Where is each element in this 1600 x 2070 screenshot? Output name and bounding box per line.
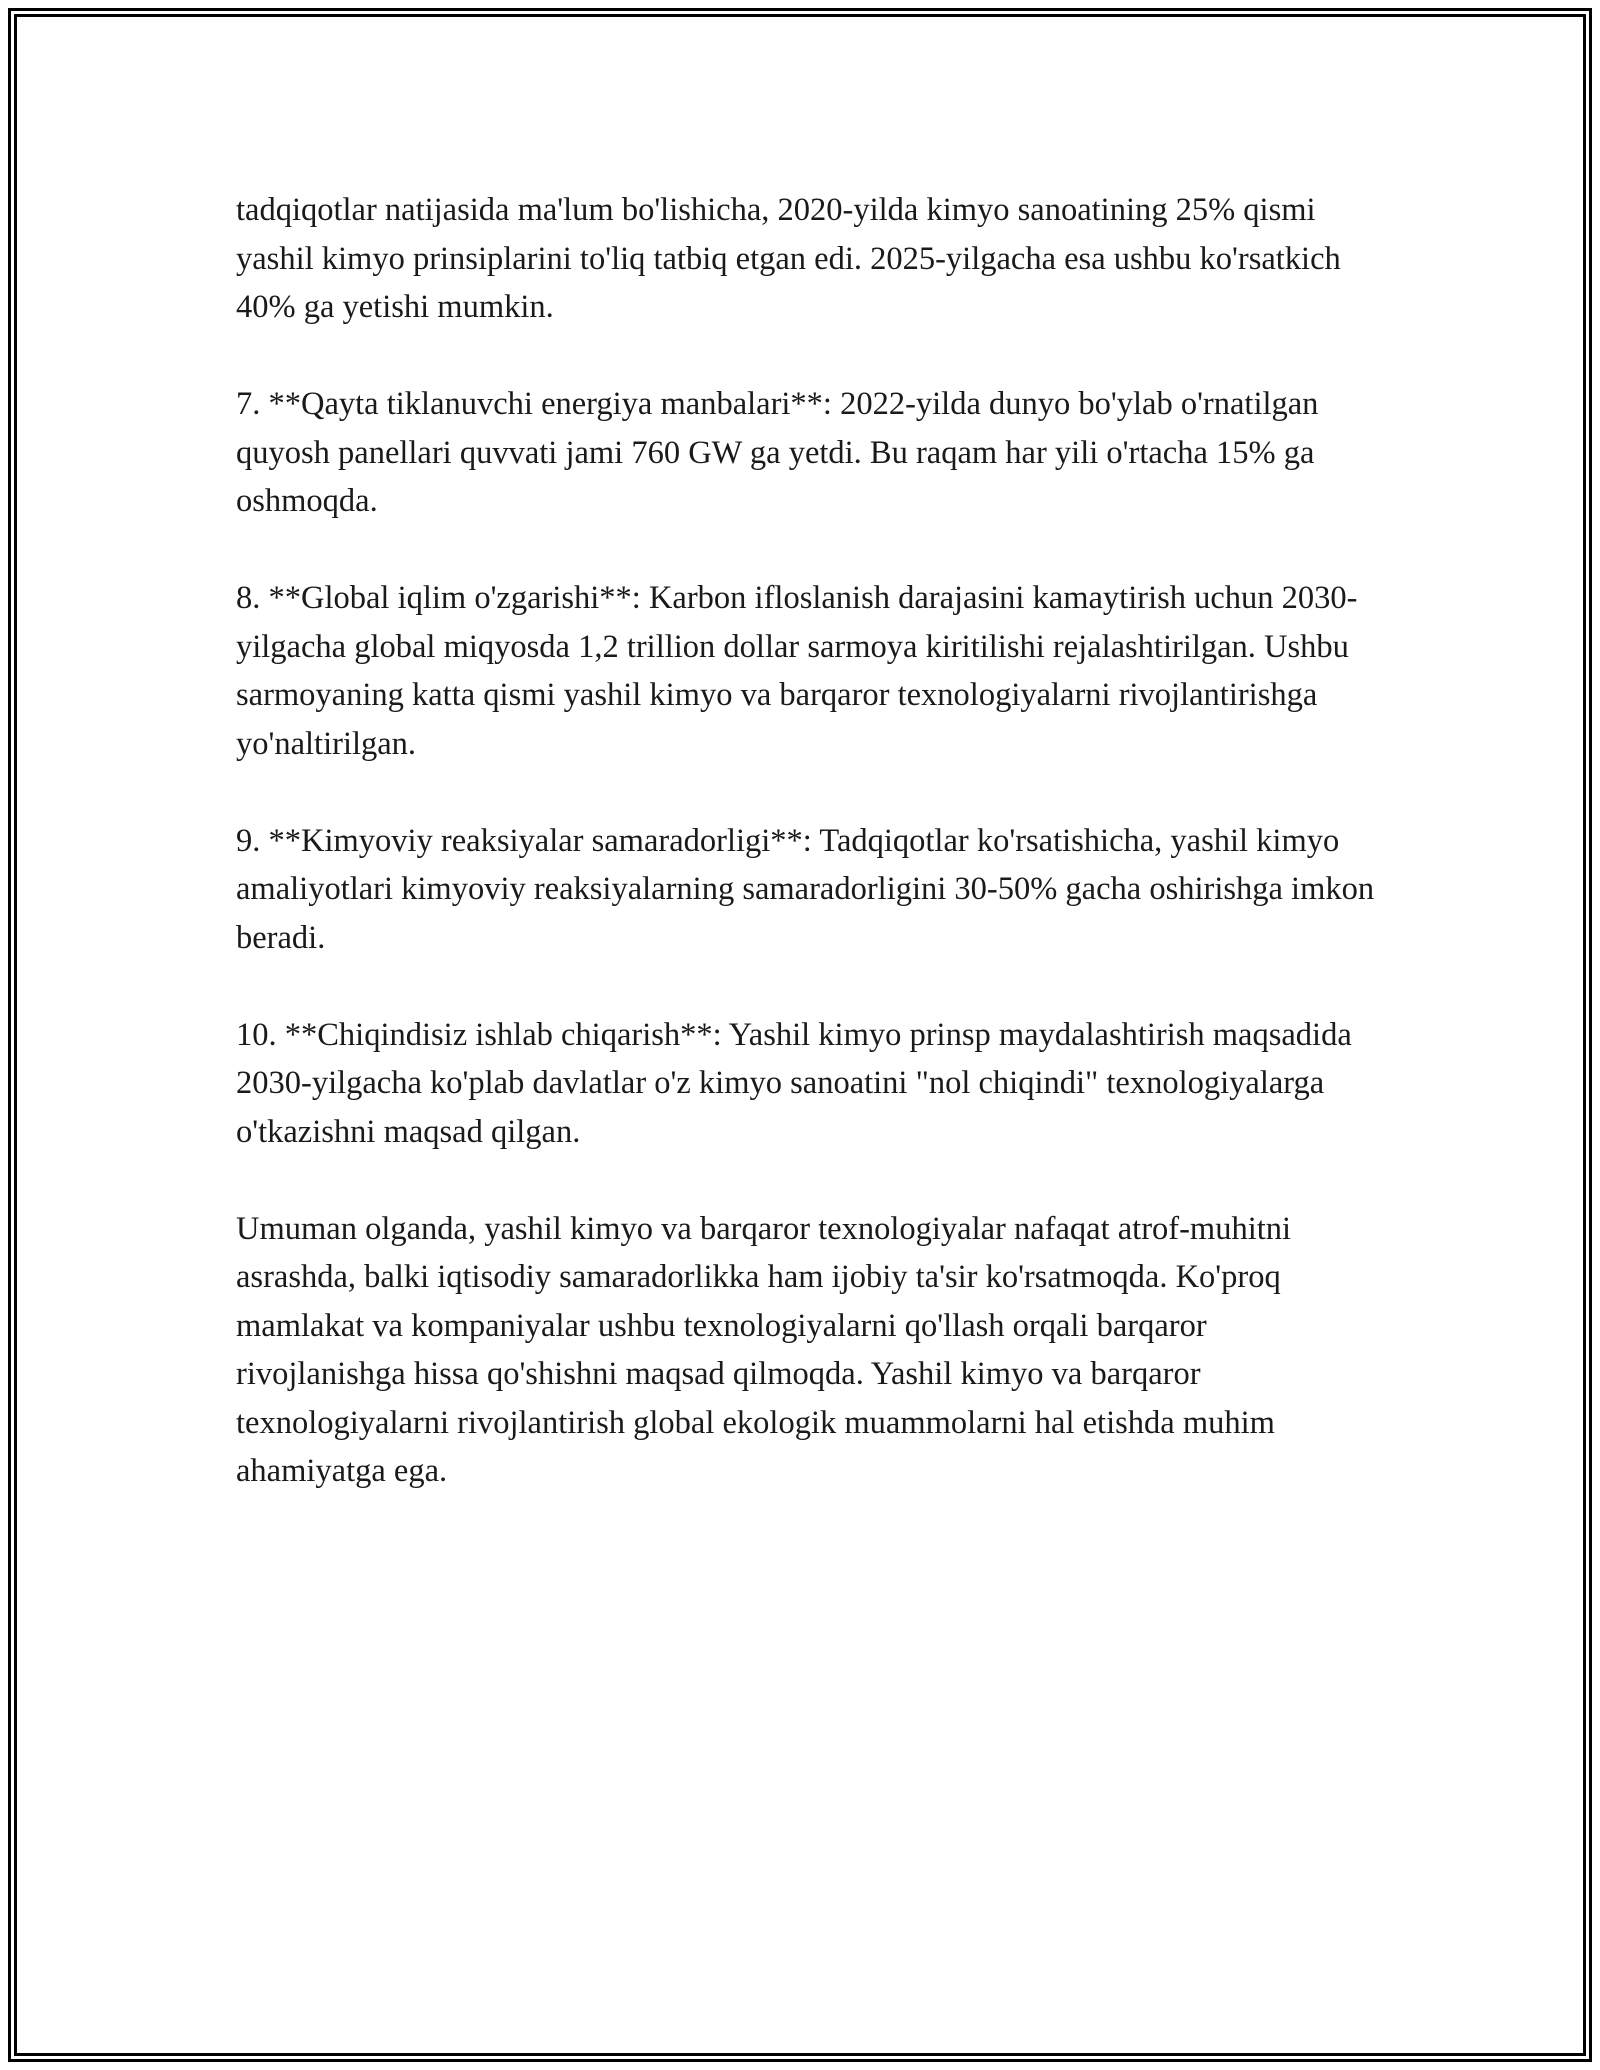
list-item-7-renewable-energy: 7. **Qayta tiklanuvchi energiya manbalari**: 2022-yilda dunyo bo'ylab o'rnatilgan quyosh panellari quvvati jami 760 GW ga yetdi. Bu raqam har yili o'rtacha 15% ga oshmoqda. (236, 386, 1319, 519)
document-body (236, 186, 1376, 1544)
paragraph-intro-continuation: tadqiqotlar natijasida ma'lum bo'lishicha, 2020-yilda kimyo sanoatining 25% qismi yashil kimyo prinsiplarini to'liq tatbiq etgan edi. 2025-yilgacha esa ushbu ko'rsatkich 40% ga yetishi mumkin. (236, 192, 1341, 325)
list-item-10-zero-waste: 10. **Chiqindisiz ishlab chiqarish**: Yashil kimyo prinsp maydalashtirish maqsadida 2030-yilgacha ko'plab davlatlar o'z kimyo sanoatini "nol chiqindi" texnologiyalarga o'tkazishni maqsad qilgan. (236, 1016, 1352, 1150)
paragraph-conclusion: Umuman olganda, yashil kimyo va barqaror texnologiyalar nafaqat atrof-muhitni asrashda, balki iqtisodiy samaradorlikka ham ijobiy ta'sir ko'rsatmoqda. Ko'proq mamlakat va kompaniyalar ushbu texnologiyalarni qo'llash orqali barqaror rivojlanishga hissa qo'shishni maqsad qilmoqda. Yashil kimyo va barqaror texnologiyalarni rivojlantirish global ekologik muammolarni hal etishda muhim ahamiyatga ega. (236, 1210, 1292, 1489)
list-item-8-climate-change: 8. **Global iqlim o'zgarishi**: Karbon ifloslanish darajasini kamaytirish uchun 2030-yilgacha global miqyosda 1,2 trillion dollar sarmoya kiritilishi rejalashtirilgan. Ushbu sarmoyaning katta qismi yashil kimyo va barqaror texnologiyalarni rivojlantirishga yo'naltirilgan. (236, 580, 1358, 762)
list-item-9-reaction-efficiency: 9. **Kimyoviy reaksiyalar samaradorligi**: Tadqiqotlar ko'rsatishicha, yashil kimyo amaliyotlari kimyoviy reaksiyalarning samaradorligini 30-50% gacha oshirishga imkon beradi. (236, 822, 1375, 956)
